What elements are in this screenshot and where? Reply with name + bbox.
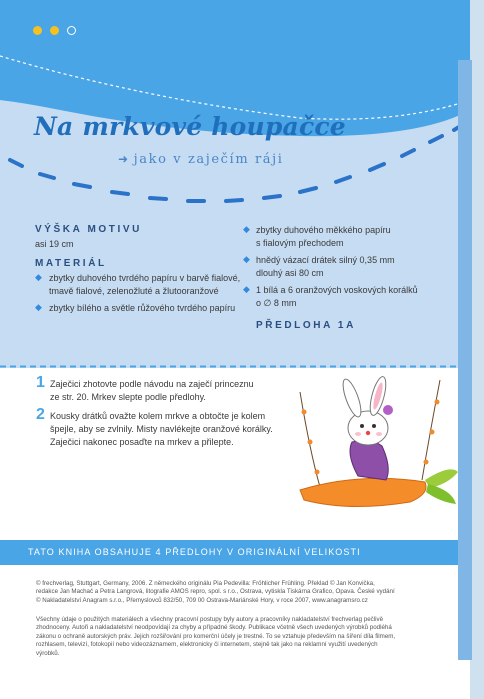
info-band [0,540,470,565]
bullet-icon: ◆ [243,224,250,234]
band-text: TATO KNIHA OBSAHUJE 4 PŘEDLOHY V ORIGINÁLNÍ VELIKOSTI [28,547,361,557]
step-number: 1 [36,374,45,391]
page-edge [470,0,484,699]
arrow-icon: ➜ [118,152,130,166]
height-label: VÝŠKA MOTIVU [35,224,142,235]
subtitle [118,152,284,167]
bullet-icon: ◆ [35,272,42,282]
dot-2 [50,26,59,35]
material-item: hnědý vázací drátek silný 0,35 mm dlouhý asi 80 cm [256,255,395,278]
step-text: Kousky drátků ovažte kolem mrkve a obtočte je kolem špejle, aby se zvlnily. Misty navlékejte oranžové korálky. Zaječici nakonec posaďte na mrkev a přilepte. [50,411,273,447]
bullet-icon: ◆ [35,302,42,312]
pattern-label: PŘEDLOHA 1A [256,320,356,331]
bunny-on-carrot-illustration [290,372,460,542]
step-text: Zaječici zhotovte podle návodu na zaječí princeznu ze str. 20. Mrkev slepte podle předlohy. [50,379,254,402]
page-title: Na mrkvové houpačce [34,112,346,141]
dot-1 [33,26,42,35]
step-number: 2 [36,406,45,423]
material-item: 1 bílá a 6 oranžových voskových korálků o ∅ 8 mm [256,285,418,308]
disclaimer-text: Všechny údaje o použitých materiálech a všechny pracovní postupy byly autory a pracovníky nakladatelství frechverlag pečlivě zhodnoceny. Autoři a nakladatelství neodpovídají za chyby a případné škody. Publikace včetně všech uvedených výrobků podléhá zákonu o ochraně autorských práv. Jejich rozšiřování pro komerční účely je trestné. To se vztahuje především na šíření díla filmem, rozhlasem, televizí, fotokopií nebo videozáznamem, elektronicky či internetem, stejně tak jako na reklamní využití uvedených výrobků. [36,616,396,657]
page-edge-strip [458,60,472,660]
material-item: zbytky bílého a světle růžového tvrdého papíru [49,303,236,313]
dot-3 [67,26,76,35]
subtitle-text: jako v zaječím ráji [133,152,284,167]
bullet-icon: ◆ [243,284,250,294]
height-value: asi 19 cm [35,239,74,249]
material-label: MATERIÁL [35,258,107,269]
copyright-text: © frechverlag, Stuttgart, Germany, 2006. Z německého originálu Pia Pedevilla: Fröhlicher Frühling. Překlad © Jan Konvička, redakce Jan Machač a Petra Langrová, litografie AMOS repro, spol. s r.o., Ostrava, vytiskla Tiskárna Grafico, Opava. České vydání © Nakladatelství Anagram s.r.o., Přemyslovců 832/50, 709 00 Ostrava-Mariánské Hory, v roce 2007, www.anagramsro.cz [36,580,395,604]
material-item: zbytky duhového tvrdého papíru v barvě fialové, tmavě fialové, zelenožluté a žlutooranžové [49,273,241,296]
bullet-icon: ◆ [243,254,250,264]
material-item: zbytky duhového měkkého papíru s fialovým přechodem [256,225,391,248]
